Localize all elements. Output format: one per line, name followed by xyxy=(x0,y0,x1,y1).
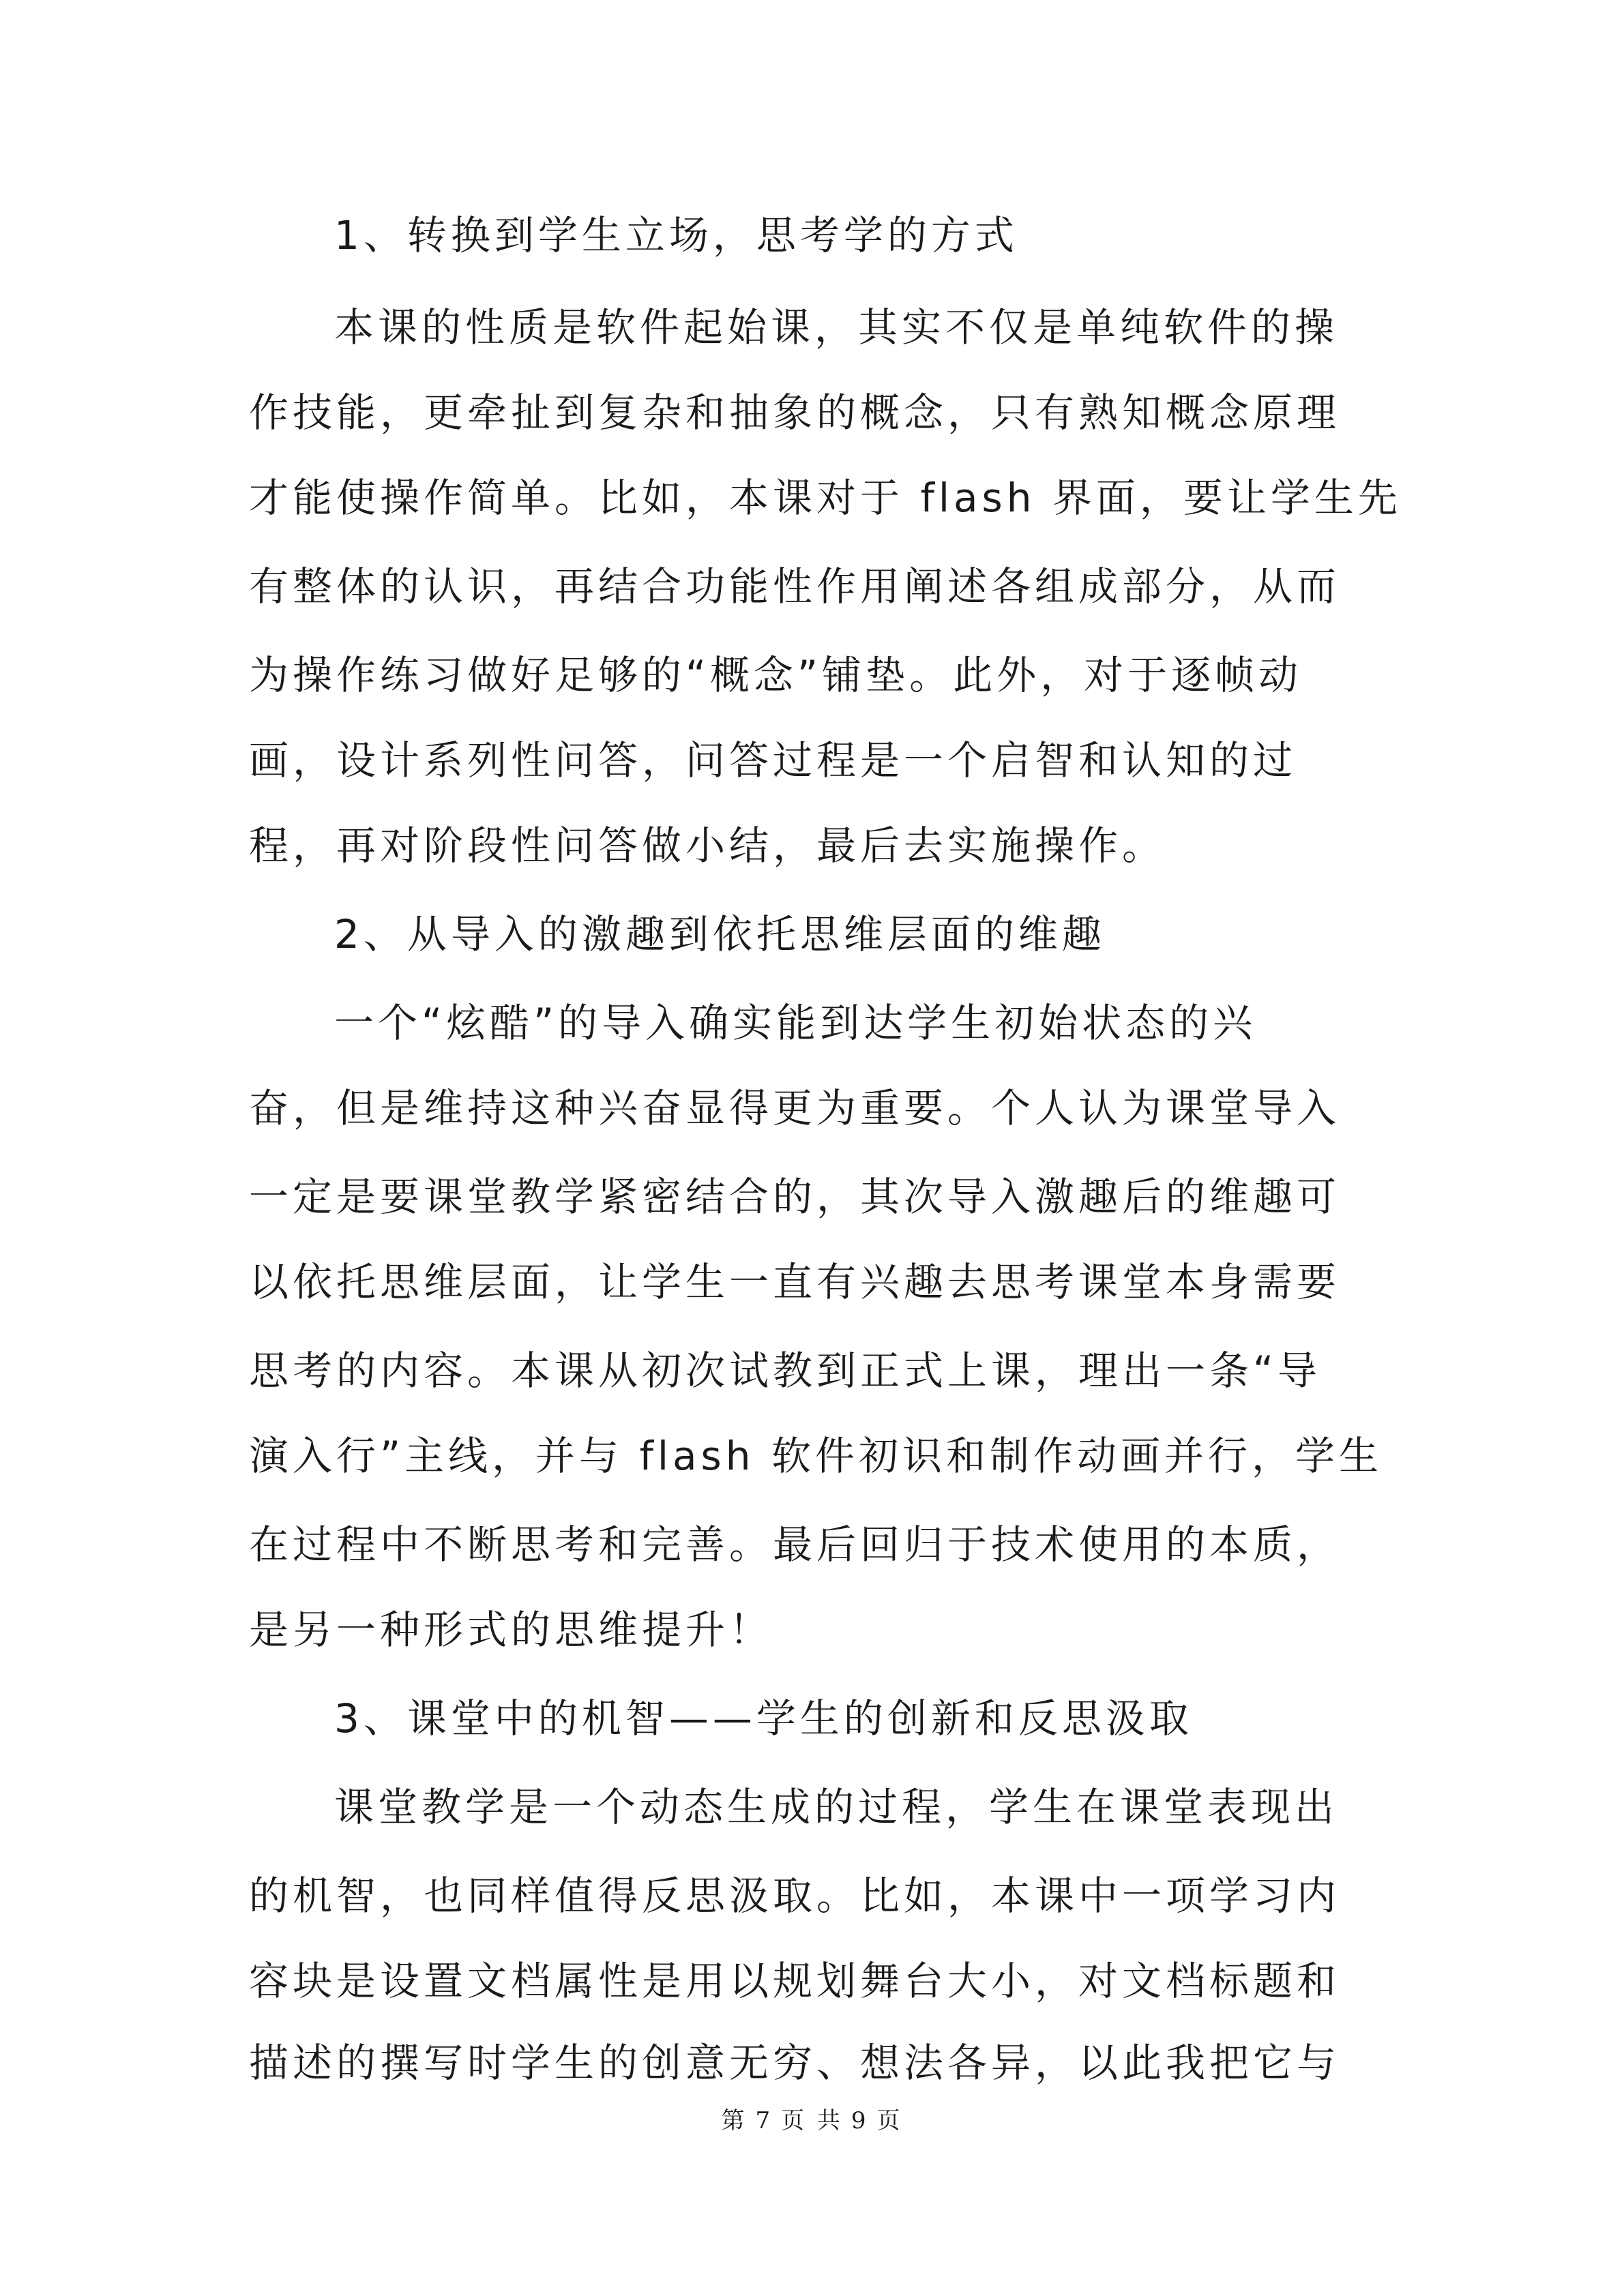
paragraph-line: 容块是设置文档属性是用以规划舞台大小，对文档标题和 xyxy=(249,1958,1341,2004)
heading-2: 2、从导入的激趣到依托思维层面的维趣 xyxy=(334,911,1106,957)
paragraph-line: 思考的内容。本课从初次试教到正式上课，理出一条“导 xyxy=(249,1347,1322,1394)
paragraph-line: 演入行”主线，并与 flash 软件初识和制作动画并行，学生 xyxy=(249,1433,1383,1479)
heading-1: 1、转换到学生立场，思考学的方式 xyxy=(334,212,1018,258)
heading-3: 3、课堂中的机智——学生的创新和反思汲取 xyxy=(334,1695,1193,1742)
paragraph-line: 一个“炫酷”的导入确实能到达学生初始状态的兴 xyxy=(334,1000,1257,1046)
footer-suffix: 页 xyxy=(876,2107,903,2134)
paragraph-line: 在过程中不断思考和完善。最后回归于技术使用的本质， xyxy=(249,1521,1341,1568)
footer-total-pages: 9 xyxy=(851,2107,869,2134)
paragraph-line: 一定是要课堂教学紧密结合的，其次导入激趣后的维趣可 xyxy=(249,1174,1341,1220)
paragraph-line: 程，再对阶段性问答做小结，最后去实施操作。 xyxy=(249,822,1166,869)
paragraph-line: 作技能，更牵扯到复杂和抽象的概念，只有熟知概念原理 xyxy=(249,389,1341,436)
paragraph-line: 为操作练习做好足够的“概念”铺垫。此外，对于逐帧动 xyxy=(249,652,1303,698)
paragraph-line: 是另一种形式的思维提升！ xyxy=(249,1607,773,1653)
paragraph-line: 的机智，也同样值得反思汲取。比如，本课中一项学习内 xyxy=(249,1873,1341,1919)
paragraph-line: 才能使操作简单。比如，本课对于 flash 界面，要让学生先 xyxy=(249,475,1402,521)
footer-current-page: 7 xyxy=(755,2107,773,2134)
paragraph-line: 描述的撰写时学生的创意无穷、想法各异，以此我把它与 xyxy=(249,2040,1341,2086)
footer-middle: 页 共 xyxy=(781,2107,843,2134)
paragraph-line: 课堂教学是一个动态生成的过程，学生在课堂表现出 xyxy=(334,1784,1339,1830)
page-footer xyxy=(0,2102,1624,2135)
paragraph-line: 本课的性质是软件起始课，其实不仅是单纯软件的操 xyxy=(334,304,1339,351)
paragraph-line: 奋，但是维持这种兴奋显得更为重要。个人认为课堂导入 xyxy=(249,1085,1341,1131)
footer-prefix: 第 xyxy=(721,2107,748,2134)
paragraph-line: 以依托思维层面，让学生一直有兴趣去思考课堂本身需要 xyxy=(249,1259,1341,1305)
paragraph-line: 画，设计系列性问答，问答过程是一个启智和认知的过 xyxy=(249,737,1297,784)
paragraph-line: 有整体的认识，再结合功能性作用阐述各组成部分，从而 xyxy=(249,563,1341,610)
